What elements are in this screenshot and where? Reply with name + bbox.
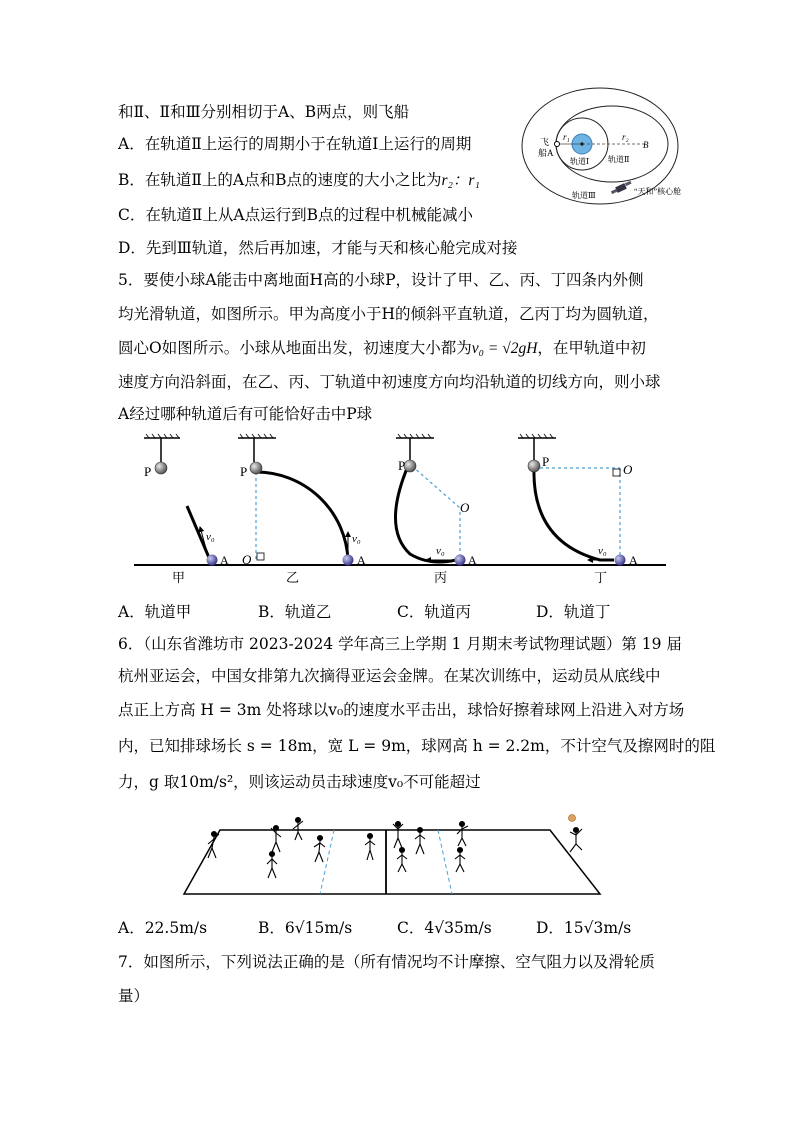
attack-line-right	[438, 830, 452, 894]
q5-option-b: B．轨道乙	[258, 603, 332, 621]
ship-label-2: 船A	[538, 148, 554, 158]
q5-option-d: D．轨道丁	[536, 603, 611, 621]
orbit3-label: 轨道Ⅲ	[572, 191, 596, 200]
q6-option-c: C．4√35m/s	[397, 919, 492, 937]
q5-option-a: A．轨道甲	[118, 603, 192, 621]
q6-line-3: 点正上方高 H = 3m 处将球以v₀的速度水平击出，球恰好擦着球网上沿进入对方场	[118, 701, 685, 719]
volleyball-court-diagram	[180, 808, 614, 900]
q4-option-c: C．在轨道Ⅱ上从A点运行到B点的过程中机械能减小	[118, 206, 473, 224]
q6-line-4: 内，已知排球场长 s = 18m，宽 L = 9m，球网高 h = 2.2m，不计空气及擦网时的阻	[118, 737, 716, 755]
volleyball-icon	[569, 815, 576, 822]
label-bing: 丙	[434, 570, 448, 585]
player-figures-icon	[208, 818, 582, 879]
orbit2-label: 轨道Ⅱ	[608, 155, 630, 164]
q6-option-a: A．22.5m/s	[118, 919, 208, 937]
q6-line-2: 杭州亚运会，中国女排第九次摘得亚运会金牌。在某次训练中，运动员从底线中	[118, 667, 661, 685]
track-yi	[238, 434, 366, 585]
yi-p-label: P	[240, 464, 248, 479]
q4-option-b-text: B．在轨道Ⅱ上的A点和B点的速度的大小之比为	[118, 171, 442, 189]
q5-line-2: 均光滑轨道，如图所示。甲为高度小于H的倾斜平直轨道，乙丙丁均为圆轨道，	[118, 305, 659, 323]
label-yi: 乙	[286, 570, 300, 585]
bing-v0: v₀	[436, 545, 445, 557]
yi-v0: v₀	[352, 533, 361, 545]
track-ding	[518, 434, 638, 585]
point-b-label: B	[643, 140, 649, 150]
q6-line-5: 力，g 取10m/s²，则该运动员击球速度v₀不可能超过	[118, 773, 481, 791]
orbit1-label: 轨道Ⅰ	[570, 157, 590, 166]
label-jia: 甲	[172, 570, 186, 585]
space-station-icon	[611, 181, 632, 194]
ding-p-label: P	[542, 454, 550, 469]
q5-line-5: A经过哪种轨道后有可能恰好击中P球	[118, 405, 373, 423]
court-outline	[184, 830, 600, 894]
bing-o-label: O	[460, 500, 470, 515]
q5-formula: v₀ = √2gH	[471, 340, 538, 357]
label-ding: 丁	[594, 570, 608, 585]
orbit-diagram	[520, 86, 692, 212]
q5-line-3-post: ，在甲轨道中初	[537, 339, 646, 357]
jia-v0: v₀	[206, 531, 215, 543]
q4-option-b	[118, 170, 480, 191]
station-label: “天和”核心舱	[634, 187, 682, 196]
jia-a-label: A	[220, 553, 229, 567]
track-jia	[144, 434, 229, 585]
q6-option-b: B．6√15m/s	[258, 919, 353, 937]
track-figures	[120, 432, 680, 588]
r2-label: r₂	[622, 132, 629, 142]
q4-intro: 和Ⅱ、Ⅱ和Ⅲ分别相切于A、B两点，则飞船	[118, 103, 410, 121]
q5-line-4: 速度方向沿斜面，在乙、丙、丁轨道中初速度方向均沿轨道的切线方向，则小球	[118, 373, 661, 391]
q7-line-1: 7．如图所示，下列说法正确的是（所有情况均不计摩擦、空气阻力以及滑轮质	[118, 953, 655, 971]
ship-point-a	[555, 142, 560, 147]
ding-v0: v₀	[598, 545, 607, 557]
yi-o-label: O	[242, 552, 252, 567]
q4-option-b-ratio: r₂：r₁	[441, 172, 480, 189]
q5-line-3	[118, 338, 646, 359]
jia-p-label: P	[144, 464, 152, 479]
r1-label: r₁	[563, 132, 570, 142]
q4-option-a: A．在轨道Ⅱ上运行的周期小于在轨道Ⅰ上运行的周期	[118, 135, 472, 153]
q6-line-1: 6．（山东省潍坊市 2023-2024 学年高三上学期 1 月期末考试物理试题）第 19 届	[118, 635, 682, 653]
q7-line-2: 量）	[118, 987, 150, 1005]
q5-line-1: 5．要使小球A能击中离地面H高的小球P，设计了甲、乙、丙、丁四条内外侧	[118, 271, 644, 289]
ding-o-label: O	[623, 462, 633, 477]
q5-line-3-pre: 圆心O如图所示。小球从地面出发，初速度大小都为	[118, 339, 472, 357]
q5-option-c: C．轨道丙	[397, 603, 471, 621]
q6-option-d: D．15√3m/s	[536, 919, 632, 937]
track-bing	[395, 434, 477, 585]
bing-a-label: A	[468, 553, 477, 567]
ding-a-label: A	[629, 553, 638, 567]
ship-label-1: 飞	[540, 137, 550, 147]
q4-option-d: D．先到Ⅲ轨道，然后再加速，才能与天和核心舱完成对接	[118, 239, 518, 257]
yi-a-label: A	[357, 553, 366, 567]
bing-p-label: P	[398, 458, 406, 473]
